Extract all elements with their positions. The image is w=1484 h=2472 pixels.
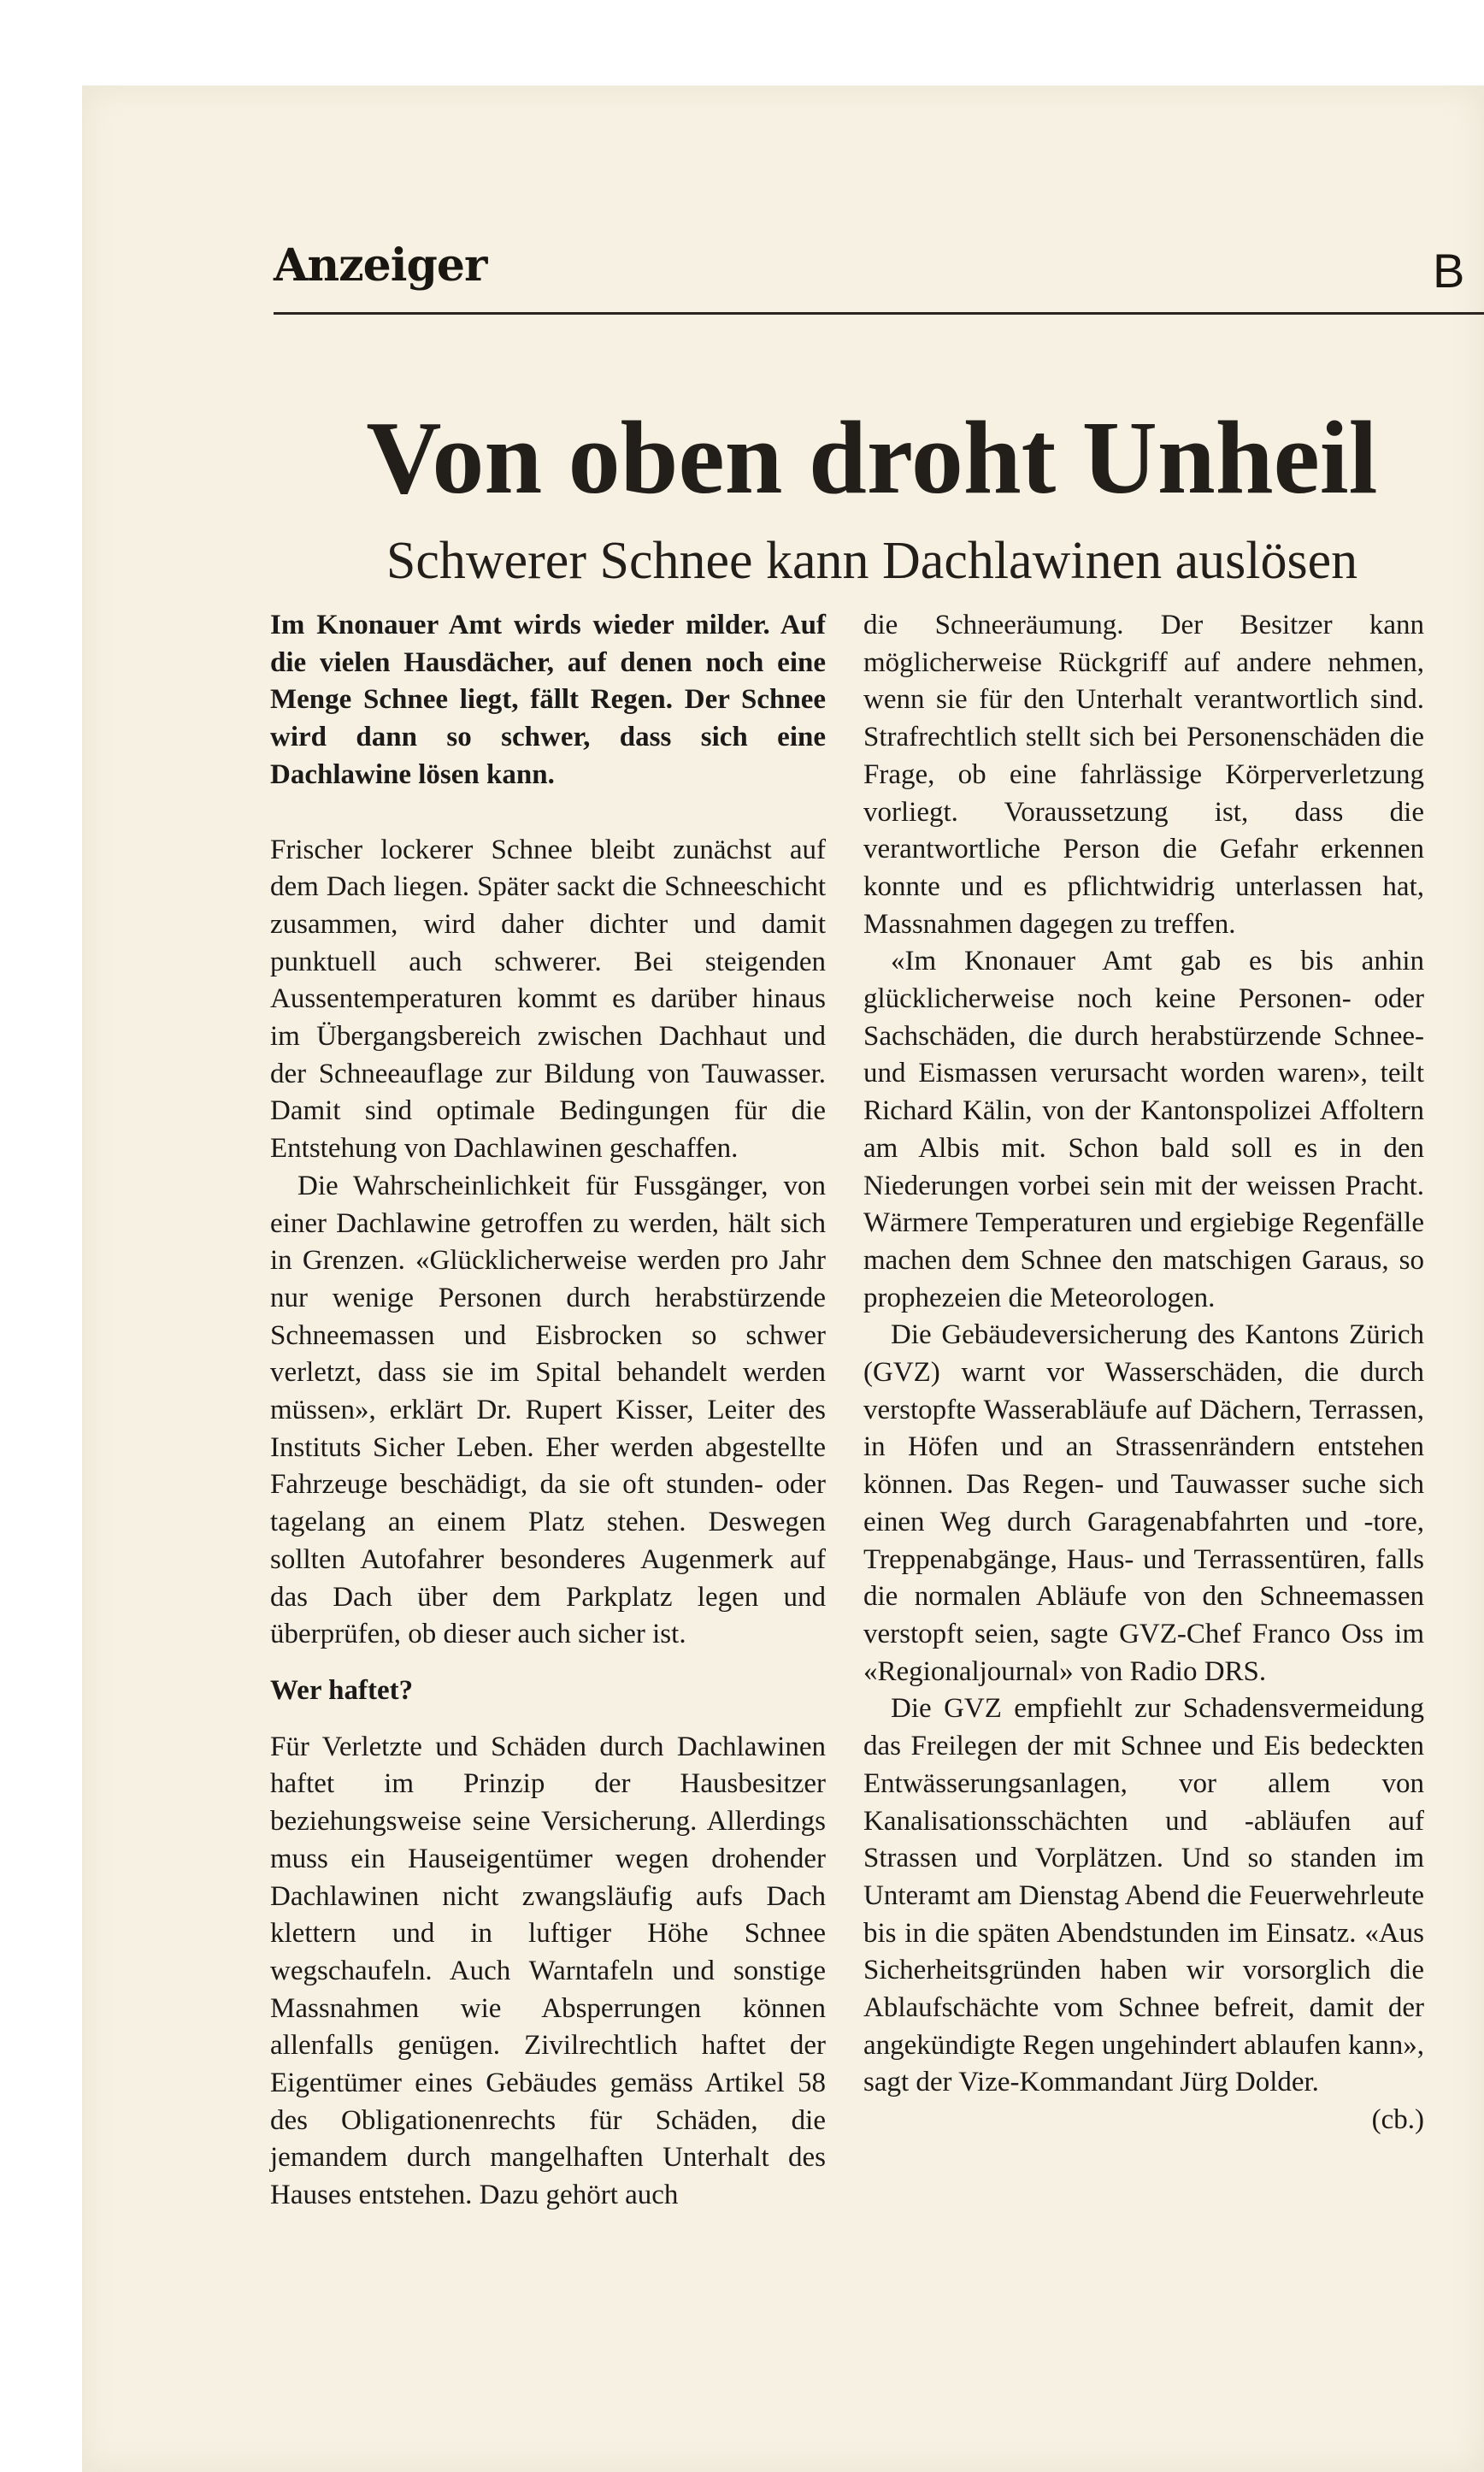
- article-paragraph: Die GVZ empfiehlt zur Schadensvermeidung das Freilegen der mit Schnee und Eis bedeckten Entwässerungsanlagen, vor allem von Kanalisationsschächten und -abläufen auf Strassen und Vorplätzen. Und so standen im Unteramt am Dienstag Abend die Feuerwehrleute bis in die späten Abendstunden im Einsatz. «Aus Sicherheitsgründen haben wir vorsorglich die Ablaufschächte vom Schnee befreit, damit der angekündigte Regen ungehindert ablaufen kann», sagt der Vize-Kommandant Jürg Dolder.: [863, 1693, 1424, 2098]
- section-letter: B: [1433, 244, 1465, 298]
- article-headline: Von oben droht Unheil: [366, 400, 1378, 516]
- article-subheadline: Schwerer Schnee kann Dachlawinen auslösen: [386, 532, 1358, 590]
- article-paragraph: Die Gebäudeversicherung des Kantons Zürich (GVZ) warnt vor Wasserschäden, die durch verstopfte Wasserabläufe auf Dächern, Terrassen, in Höfen und an Strassenrändern entstehen können. Das Regen- und Tauwasser suche sich einen Weg durch Garagenabfahrten und -tore, Treppenabgänge, Haus- und Terrassentüren, falls die normalen Abläufe von den Schneemassen verstopft seien, sagte GVZ-Chef Franco Oss im «Regionaljournal» von Radio DRS.: [863, 1319, 1424, 1687]
- article-paragraph: die Schneeräumung. Der Besitzer kann möglicherweise Rückgriff auf andere nehmen, wenn sie für den Unterhalt verantwortlich sind. Strafrechtlich stellt sich bei Personenschäden die Frage, ob eine fahrlässige Körperverletzung vorliegt. Voraussetzung ist, dass die verantwortliche Person die Gefahr erkennen konnte und es pflichtwidrig unterlassen hat, Massnahmen dagegen zu treffen.: [863, 610, 1424, 940]
- article-lead: Im Knonauer Amt wirds wieder milder. Auf die vielen Hausdächer, auf denen noch eine Menge Schnee liegt, fällt Regen. Der Schnee wird dann so schwer, dass sich eine Dachlawine lösen kann.: [270, 610, 826, 790]
- article-column-left: [270, 607, 826, 2215]
- article-paragraph: «Im Knonauer Amt gab es bis anhin glücklicherweise noch keine Personen- oder Sachschäden, die durch herabstürzende Schnee- und Eismassen verursacht worden waren», teilt Richard Kälin, von der Kantonspolizei Affoltern am Albis mit. Schon bald soll es in den Niederungen vorbei sein mit der weissen Pracht. Wärmere Temperaturen und ergiebige Regenfälle machen dem Schnee den matschigen Garaus, so prophezeien die Meteorologen.: [863, 946, 1424, 1313]
- article-paragraph: Die Wahrscheinlichkeit für Fussgänger, von einer Dachlawine getroffen zu werden, hält sich in Grenzen. «Glücklicherweise werden pro Jahr nur wenige Personen durch herabstürzende Schneemassen und Eisbrocken so schwer verletzt, dass sie im Spital behandelt werden müssen», erklärt Dr. Rupert Kisser, Leiter des Instituts Sicher Leben. Eher werden abgestellte Fahrzeuge beschädigt, da sie oft stunden- oder tagelang an einem Platz stehen. Deswegen sollten Autofahrer besonderes Augenmerk auf das Dach über dem Parkplatz legen und überprüfen, ob dieser auch sicher ist.: [270, 1170, 826, 1650]
- newspaper-masthead: Anzeiger: [274, 239, 487, 292]
- article-column-right: [863, 607, 1424, 2139]
- article-paragraph: Für Verletzte und Schäden durch Dachlawinen haftet im Prinzip der Hausbesitzer beziehungsweise seine Versicherung. Allerdings muss ein Hauseigentümer wegen drohender Dachlawinen nicht zwangsläufig aufs Dach klettern und in luftiger Höhe Schnee wegschaufeln. Auch Warntafeln und sonstige Massnahmen wie Absperrungen können allenfalls genügen. Zivilrechtlich haftet der Eigentümer eines Gebäudes gemäss Artikel 58 des Obligationenrechts für Schäden, die jemandem durch mangelhaften Unterhalt des Hauses entstehen. Dazu gehört auch: [270, 1731, 826, 2211]
- article-subhead: Wer haftet?: [270, 1674, 414, 1706]
- article-byline: (cb.): [1371, 2104, 1424, 2136]
- article-paragraph: Frischer lockerer Schnee bleibt zunächst auf dem Dach liegen. Später sackt die Schneeschicht zusammen, wird daher dichter und damit punktuell auch schwerer. Bei steigenden Aussentemperaturen kommt es darüber hinaus im Übergangsbereich zwischen Dachhaut und der Schneeauflage zur Bildung von Tauwasser. Damit sind optimale Bedingungen für die Entstehung von Dachlawinen geschaffen.: [270, 834, 826, 1165]
- masthead-rule: [274, 312, 1484, 315]
